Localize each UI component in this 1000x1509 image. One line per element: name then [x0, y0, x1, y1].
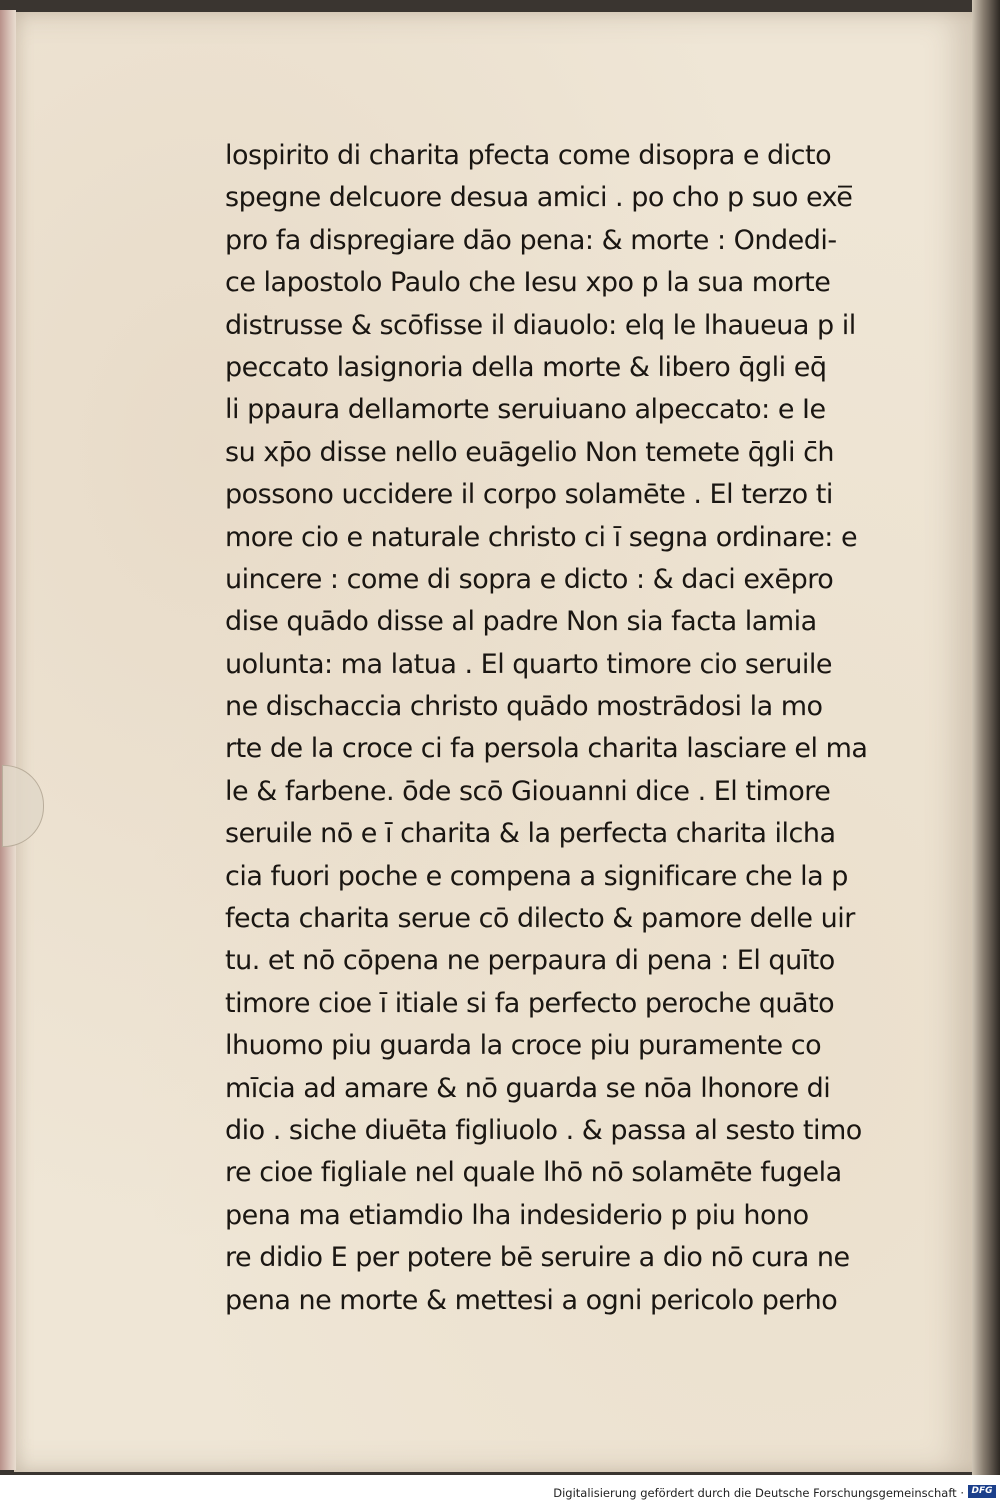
text-line: uincere : come di sopra e dicto : & daci exēpro: [225, 563, 834, 595]
text-line: fecta charita serue cō dilecto & pamore delle uir: [225, 903, 855, 935]
text-line: pena ne morte & mettesi a ogni pericolo perho: [225, 1284, 838, 1316]
text-line: dise quādo disse al padre Non sia facta lamia: [225, 606, 817, 638]
text-line: more cio e naturale christo ci ī segna ordinare: e: [225, 521, 858, 553]
text-line: uolunta: ma latua . El quarto timore cio seruile: [225, 648, 832, 680]
text-line: tu. et nō cōpena ne perpaura di pena : El quīto: [225, 945, 835, 977]
text-line: re didio E per potere bē seruire a dio nō cura ne: [225, 1242, 850, 1274]
text-line: mīcia ad amare & nō guarda se nōa lhonore di: [225, 1072, 831, 1104]
digitization-credit: Digitalisierung gefördert durch die Deutsche Forschungsgemeinschaft ·: [553, 1486, 964, 1500]
text-line: re cioe figliale nel quale lhō nō solamēte fugela: [225, 1157, 842, 1189]
dfg-logo: DFG: [968, 1485, 996, 1498]
printed-text-block: [225, 135, 885, 1322]
text-line: dio . siche diuēta figliuolo . & passa al sesto timo: [225, 1114, 862, 1146]
text-line: ne dischaccia christo quādo mostrādosi la mo: [225, 691, 823, 723]
text-line: li ppaura dellamorte seruiuano alpeccato: e Ie: [225, 394, 826, 426]
text-line: pena ma etiamdio lha indesiderio p piu hono: [225, 1199, 809, 1231]
text-line: spegne delcuore desua amici . po cho p suo exe̅: [225, 182, 853, 214]
text-line: cia fuori poche e compena a significare che la p: [225, 860, 848, 892]
text-line: distrusse & scōfisse il diauolo: elq le lhaueua p il: [225, 309, 856, 341]
text-line: ce lapostolo Paulo che Iesu xpo p la sua morte: [225, 267, 831, 299]
page-left-edge: [0, 10, 16, 1470]
text-line: lhuomo piu guarda la croce piu puramente co: [225, 1030, 822, 1062]
text-line: le & farbene. ōde scō Giouanni dice . El timore: [225, 775, 831, 807]
text-line: peccato lasignoria della morte & libero q̄gli eq̄: [225, 351, 827, 383]
text-line: seruile nō e ī charita & la perfecta charita ilcha: [225, 818, 836, 850]
text-line: rte de la croce ci fa persola charita lasciare el ma: [225, 733, 868, 765]
text-line: su xp̄o disse nello euāgelio Non temete q̄gli c̄h: [225, 436, 835, 468]
text-line: timore cioe ī itiale si fa perfecto peroche quāto: [225, 987, 835, 1019]
text-line: pro fa dispregiare dāo pena: & morte : Ondedi-: [225, 224, 837, 256]
book-gutter: [972, 0, 1000, 1475]
text-line: possono uccidere il corpo solamēte . El terzo ti: [225, 479, 833, 511]
text-line: lospirito di charita pfecta come disopra e dicto: [225, 140, 832, 171]
